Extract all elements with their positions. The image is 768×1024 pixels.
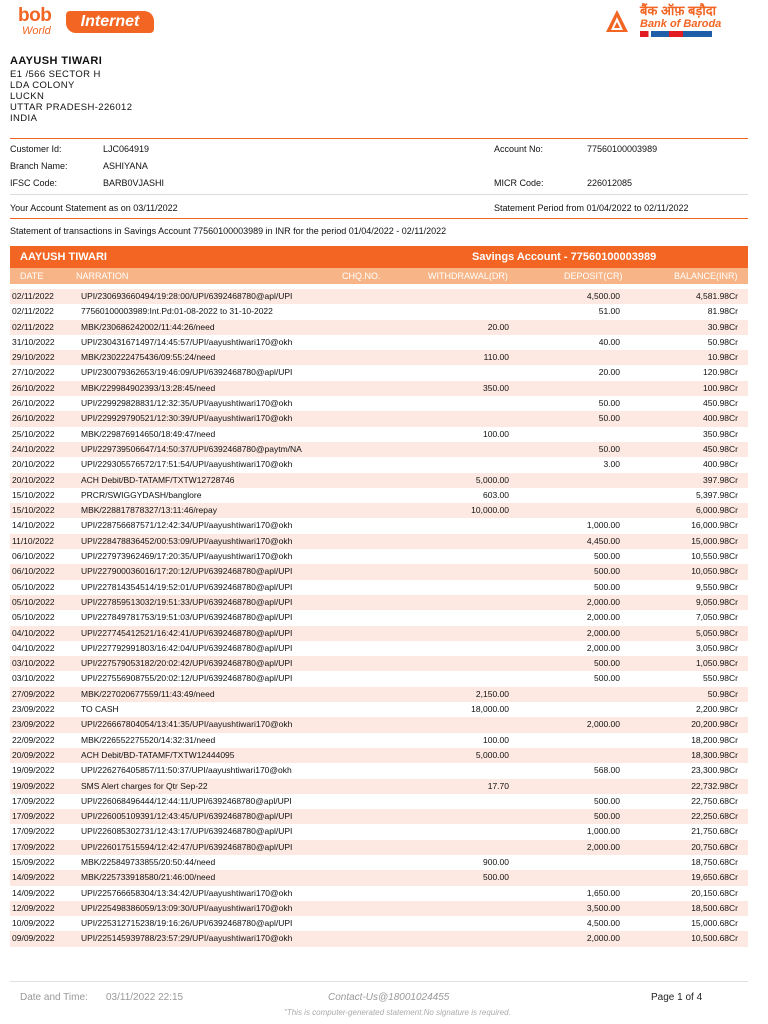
- cell-date: 25/10/2022: [12, 428, 55, 439]
- logo-hindi: बैंक ऑफ़ बड़ौदा: [640, 3, 716, 18]
- cell-balance: 2,200.98Cr: [695, 704, 738, 715]
- table-row: [10, 717, 748, 732]
- cell-narration: UPI/225312715238/19:16:26/UPI/6392468780@apl/UPI: [81, 918, 293, 929]
- table-row: [10, 916, 748, 931]
- cell-date: 05/10/2022: [12, 596, 55, 607]
- cell-balance: 397.98Cr: [703, 474, 738, 485]
- table-row: [10, 320, 748, 335]
- branch-label: Branch Name:: [10, 161, 68, 171]
- cell-narration: UPI/225145939788/23:57:29/UPI/aayushtiwari170@okh: [81, 933, 293, 944]
- cell-date: 05/10/2022: [12, 581, 55, 592]
- statement-description: Statement of transactions in Savings Account 77560100003989 in INR for the period 01/04/2022 - 02/11/2022: [10, 226, 447, 236]
- cell-narration: MBK/227020677559/11:43:49/need: [81, 688, 215, 699]
- statement-asof: Your Account Statement as on 03/11/2022: [10, 203, 178, 213]
- cell-balance: 10.98Cr: [707, 352, 738, 363]
- cell-narration: MBK/230686242002/11:44:26/need: [81, 321, 215, 332]
- cell-narration: ACH Debit/BD-TATAMF/TXTW12444095: [81, 749, 235, 760]
- cell-balance: 100.98Cr: [703, 382, 738, 393]
- table-row: [10, 534, 748, 549]
- cell-narration: UPI/226667804054/13:41:35/UPI/aayushtiwari170@okh: [81, 719, 293, 730]
- cell-date: 27/10/2022: [12, 367, 55, 378]
- cell-balance: 20,750.68Cr: [691, 841, 738, 852]
- cell-date: 26/10/2022: [12, 413, 55, 424]
- cell-narration: UPI/229305576572/17:51:54/UPI/aayushtiwari170@okh: [81, 459, 293, 470]
- cell-date: 12/09/2022: [12, 902, 55, 913]
- cell-narration: UPI/226276405857/11:50:37/UPI/aayushtiwari170@okh: [81, 765, 292, 776]
- cell-balance: 9,050.98Cr: [695, 596, 738, 607]
- address-line: LDA COLONY: [10, 80, 75, 91]
- cell-balance: 5,050.98Cr: [695, 627, 738, 638]
- cell-date: 27/09/2022: [12, 688, 55, 699]
- cell-deposit: 20.00: [598, 367, 620, 378]
- cell-narration: TO CASH: [81, 704, 119, 715]
- cell-date: 14/10/2022: [12, 520, 55, 531]
- customer-name: AAYUSH TIWARI: [10, 55, 103, 67]
- table-row: [10, 564, 748, 579]
- cell-balance: 50.98Cr: [707, 336, 738, 347]
- cell-balance: 10,550.98Cr: [691, 551, 738, 562]
- cell-date: 22/09/2022: [12, 734, 55, 745]
- col-balance-header: BALANCE(INR): [674, 271, 738, 281]
- cell-date: 24/10/2022: [12, 443, 55, 454]
- table-row: [10, 549, 748, 564]
- table-row: [10, 610, 748, 625]
- cell-withdrawal: 350.00: [483, 382, 509, 393]
- cell-narration: UPI/228756687571/12:42:34/UPI/aayushtiwari170@okh: [81, 520, 293, 531]
- table-row: [10, 931, 748, 946]
- cell-narration: SMS Alert charges for Qtr Sep-22: [81, 780, 208, 791]
- account-no-label: Account No:: [494, 144, 544, 154]
- table-row: [10, 687, 748, 702]
- cell-balance: 9,550.98Cr: [695, 581, 738, 592]
- cell-narration: MBK/229984902393/13:28:45/need: [81, 382, 216, 393]
- table-row: [10, 870, 748, 885]
- cell-narration: UPI/227579053182/20:02:42/UPI/6392468780@apl/UPI: [81, 658, 293, 669]
- footer-datetime: 03/11/2022 22:15: [106, 992, 184, 1003]
- branch-value: ASHIYANA: [103, 161, 148, 171]
- cell-withdrawal: 2,150.00: [475, 688, 509, 699]
- cell-deposit: 500.00: [594, 795, 620, 806]
- table-row: [10, 901, 748, 916]
- cell-narration: UPI/228478836452/00:53:09/UPI/aayushtiwari170@okh: [81, 535, 293, 546]
- micr-label: MICR Code:: [494, 178, 544, 188]
- cell-balance: 350.98Cr: [703, 428, 738, 439]
- table-header: [10, 268, 748, 284]
- cell-balance: 5,397.98Cr: [695, 489, 738, 500]
- cell-narration: UPI/227792991803/16:42:04/UPI/6392468780@apl/UPI: [81, 642, 293, 653]
- cell-deposit: 50.00: [598, 398, 620, 409]
- table-row: [10, 442, 748, 457]
- table-row: [10, 289, 748, 304]
- cell-deposit: 4,450.00: [586, 535, 620, 546]
- cell-withdrawal: 500.00: [483, 872, 509, 883]
- cell-withdrawal: 5,000.00: [475, 474, 509, 485]
- address-line: E1 /566 SECTOR H: [10, 69, 101, 80]
- cell-withdrawal: 100.00: [483, 734, 509, 745]
- cell-date: 20/10/2022: [12, 474, 55, 485]
- col-narration-header: NARRATION: [76, 271, 129, 281]
- cell-withdrawal: 17.70: [487, 780, 509, 791]
- cell-withdrawal: 100.00: [483, 428, 509, 439]
- cell-date: 03/10/2022: [12, 658, 55, 669]
- cell-date: 06/10/2022: [12, 551, 55, 562]
- cell-deposit: 4,500.00: [586, 918, 620, 929]
- cell-narration: UPI/226017515594/12:42:47/UPI/6392468780@apl/UPI: [81, 841, 293, 852]
- table-row: [10, 840, 748, 855]
- baroda-sun-icon: [602, 6, 632, 36]
- band-customer-name: AAYUSH TIWARI: [20, 251, 107, 263]
- statement-period: Statement Period from 01/04/2022 to 02/11/2022: [494, 203, 689, 213]
- cell-balance: 20,150.68Cr: [691, 887, 738, 898]
- col-date-header: DATE: [20, 271, 44, 281]
- band-account: Savings Account - 77560100003989: [472, 251, 657, 263]
- cell-deposit: 2,000.00: [586, 841, 620, 852]
- cell-narration: UPI/227814354514/19:52:01/UPI/6392468780@apl/UPI: [81, 581, 293, 592]
- table-row: [10, 580, 748, 595]
- cell-narration: MBK/229876914650/18:49:47/need: [81, 428, 216, 439]
- cell-narration: UPI/229929790521/12:30:39/UPI/aayushtiwari170@okh: [81, 413, 293, 424]
- cell-deposit: 500.00: [594, 581, 620, 592]
- cell-deposit: 500.00: [594, 658, 620, 669]
- customer-id-label: Customer Id:: [10, 144, 62, 154]
- cell-balance: 22,750.68Cr: [691, 795, 738, 806]
- cell-balance: 10,050.98Cr: [691, 566, 738, 577]
- table-row: [10, 473, 748, 488]
- cell-narration: UPI/227859513032/19:51:33/UPI/6392468780@apl/UPI: [81, 596, 293, 607]
- cell-narration: UPI/230431671497/14:45:57/UPI/aayushtiwari170@okh: [81, 336, 293, 347]
- cell-balance: 120.98Cr: [703, 367, 738, 378]
- table-row: [10, 779, 748, 794]
- table-row: [10, 304, 748, 319]
- footer-datetime-label: Date and Time:: [20, 992, 88, 1003]
- cell-balance: 50.98Cr: [707, 688, 738, 699]
- cell-date: 31/10/2022: [12, 336, 55, 347]
- cell-deposit: 500.00: [594, 551, 620, 562]
- cell-date: 23/09/2022: [12, 719, 55, 730]
- cell-narration: UPI/230079362653/19:46:09/UPI/6392468780@apl/UPI: [81, 367, 293, 378]
- cell-withdrawal: 10,000.00: [471, 505, 509, 516]
- cell-date: 05/10/2022: [12, 612, 55, 623]
- cell-date: 17/09/2022: [12, 811, 55, 822]
- cell-deposit: 50.00: [598, 443, 620, 454]
- divider: [10, 138, 748, 139]
- cell-balance: 400.98Cr: [703, 413, 738, 424]
- col-withdrawal-header: WITHDRAWAL(DR): [428, 271, 508, 281]
- cell-balance: 21,750.68Cr: [691, 826, 738, 837]
- table-row: [10, 886, 748, 901]
- cell-date: 11/10/2022: [12, 535, 54, 546]
- cell-balance: 15,000.98Cr: [691, 535, 738, 546]
- logo-english: Bank of Baroda: [640, 18, 722, 30]
- table-row: [10, 809, 748, 824]
- cell-date: 09/09/2022: [12, 933, 55, 944]
- table-row: [10, 748, 748, 763]
- cell-date: 03/10/2022: [12, 673, 55, 684]
- logo-flag-strip: [640, 31, 712, 37]
- cell-deposit: 3.00: [603, 459, 620, 470]
- cell-balance: 10,500.68Cr: [691, 933, 738, 944]
- divider: [10, 194, 748, 195]
- table-row: [10, 411, 748, 426]
- cell-balance: 550.98Cr: [703, 673, 738, 684]
- cell-date: 02/11/2022: [12, 291, 54, 301]
- cell-balance: 15,000.68Cr: [691, 918, 738, 929]
- cell-date: 04/10/2022: [12, 627, 55, 638]
- cell-date: 10/09/2022: [12, 918, 55, 929]
- table-row: [10, 350, 748, 365]
- divider: [10, 218, 748, 219]
- cell-narration: PRCR/SWIGGYDASH/banglore: [81, 489, 202, 500]
- ifsc-label: IFSC Code:: [10, 178, 58, 188]
- table-row: [10, 702, 748, 717]
- cell-withdrawal: 18,000.00: [471, 704, 509, 715]
- account-no-value: 77560100003989: [587, 144, 658, 154]
- cell-balance: 6,000.98Cr: [695, 505, 738, 516]
- cell-balance: 18,750.68Cr: [691, 856, 738, 867]
- cell-narration: UPI/229739506647/14:50:37/UPI/6392468780@paytm/NA: [81, 443, 302, 454]
- transactions-table: [10, 289, 748, 947]
- cell-balance: 3,050.98Cr: [695, 642, 738, 653]
- cell-balance: 20,200.98Cr: [691, 719, 738, 730]
- cell-withdrawal: 110.00: [483, 352, 509, 363]
- cell-deposit: 3,500.00: [586, 902, 620, 913]
- table-row: [10, 641, 748, 656]
- cell-balance: 22,250.68Cr: [691, 811, 738, 822]
- cell-deposit: 2,000.00: [586, 596, 620, 607]
- cell-date: 20/10/2022: [12, 459, 55, 470]
- table-row: [10, 518, 748, 533]
- table-row: [10, 335, 748, 350]
- col-deposit-header: DEPOSIT(CR): [564, 271, 623, 281]
- customer-address-block: [10, 56, 132, 124]
- cell-date: 02/11/2022: [12, 306, 54, 317]
- cell-date: 26/10/2022: [12, 382, 55, 393]
- cell-balance: 30.98Cr: [707, 321, 738, 332]
- address-line: UTTAR PRADESH-226012: [10, 102, 133, 113]
- table-row: [10, 763, 748, 778]
- cell-date: 23/09/2022: [12, 704, 55, 715]
- cell-balance: 81.98Cr: [707, 306, 738, 317]
- cell-narration: UPI/225766658304/13:34:42/UPI/aayushtiwari170@okh: [81, 887, 293, 898]
- footer-divider: [10, 981, 748, 982]
- cell-deposit: 568.00: [594, 765, 620, 776]
- cell-narration: MBK/230222475436/09:55:24/need: [81, 352, 216, 363]
- cell-narration: UPI/226005109391/12:43:45/UPI/6392468780@apl/UPI: [81, 811, 293, 822]
- logo-brand: bob: [18, 5, 52, 26]
- cell-deposit: 2,000.00: [586, 627, 620, 638]
- col-chq-header: CHQ.NO.: [342, 271, 381, 281]
- cell-date: 26/10/2022: [12, 398, 55, 409]
- cell-balance: 18,300.98Cr: [691, 749, 738, 760]
- table-row: [10, 794, 748, 809]
- cell-narration: UPI/226085302731/12:43:17/UPI/6392468780@apl/UPI: [81, 826, 293, 837]
- cell-balance: 7,050.98Cr: [695, 612, 738, 623]
- cell-deposit: 4,500.00: [586, 291, 620, 301]
- table-row: [10, 733, 748, 748]
- footer-note: "This is computer-generated statement.No signature is required.: [284, 1008, 511, 1017]
- table-row: [10, 381, 748, 396]
- cell-narration: UPI/227745412521/16:42:41/UPI/6392468780@apl/UPI: [81, 627, 293, 638]
- cell-narration: MBK/225733918580/21:46:00/need: [81, 872, 216, 883]
- cell-deposit: 50.00: [598, 413, 620, 424]
- cell-deposit: 40.00: [598, 336, 620, 347]
- cell-balance: 22,732.98Cr: [691, 780, 738, 791]
- cell-deposit: 500.00: [594, 566, 620, 577]
- cell-balance: 400.98Cr: [703, 459, 738, 470]
- logo-sub: World: [22, 25, 51, 37]
- cell-balance: 4,581.98Cr: [695, 291, 738, 301]
- cell-date: 02/11/2022: [12, 321, 54, 332]
- table-row: [10, 488, 748, 503]
- table-row: [10, 855, 748, 870]
- cell-deposit: 2,000.00: [586, 612, 620, 623]
- cell-balance: 1,050.98Cr: [695, 658, 738, 669]
- table-row: [10, 365, 748, 380]
- cell-balance: 16,000.98Cr: [691, 520, 738, 531]
- micr-value: 226012085: [587, 178, 633, 188]
- cell-narration: MBK/228817878327/13:11:46/repay: [81, 505, 217, 516]
- cell-balance: 450.98Cr: [703, 398, 738, 409]
- cell-date: 04/10/2022: [12, 642, 55, 653]
- cell-narration: UPI/227556908755/20:02:12/UPI/6392468780@apl/UPI: [81, 673, 293, 684]
- cell-deposit: 2,000.00: [586, 933, 620, 944]
- table-row: [10, 595, 748, 610]
- cell-balance: 19,650.68Cr: [691, 872, 738, 883]
- cell-narration: UPI/227900036016/17:20:12/UPI/6392468780@apl/UPI: [81, 566, 293, 577]
- cell-date: 14/09/2022: [12, 872, 55, 883]
- cell-narration: UPI/225498386059/13:09:30/UPI/aayushtiwari170@okh: [81, 902, 293, 913]
- cell-deposit: 1,000.00: [586, 520, 620, 531]
- bob-world-internet-logo: [14, 6, 154, 38]
- table-row: [10, 656, 748, 671]
- cell-date: 17/09/2022: [12, 795, 55, 806]
- table-row: [10, 396, 748, 411]
- cell-narration: ACH Debit/BD-TATAMF/TXTW12728746: [81, 474, 235, 485]
- table-row: [10, 671, 748, 686]
- cell-date: 14/09/2022: [12, 887, 55, 898]
- cell-withdrawal: 900.00: [483, 856, 509, 867]
- cell-narration: UPI/227849781753/19:51:03/UPI/6392468780@apl/UPI: [81, 612, 293, 623]
- cell-narration: MBK/226552275520/14:32:31/need: [81, 734, 216, 745]
- address-line: LUCKN: [10, 91, 45, 102]
- cell-balance: 23,300.98Cr: [691, 765, 738, 776]
- cell-withdrawal: 5,000.00: [475, 749, 509, 760]
- cell-narration: UPI/229929828831/12:32:35/UPI/aayushtiwari170@okh: [81, 398, 293, 409]
- table-row: [10, 427, 748, 442]
- cell-date: 29/10/2022: [12, 352, 55, 363]
- cell-deposit: 500.00: [594, 673, 620, 684]
- cell-narration: MBK/225849733855/20:50:44/need: [81, 856, 216, 867]
- cell-date: 19/09/2022: [12, 780, 55, 791]
- cell-narration: UPI/227973962469/17:20:35/UPI/aayushtiwari170@okh: [81, 551, 293, 562]
- cell-balance: 18,500.68Cr: [691, 902, 738, 913]
- page-indicator: Page 1 of 4: [651, 992, 703, 1003]
- table-row: [10, 503, 748, 518]
- cell-deposit: 2,000.00: [586, 719, 620, 730]
- cell-narration: UPI/226068496444/12:44:11/UPI/6392468780@apl/UPI: [81, 795, 292, 806]
- logo-product: Internet: [66, 11, 154, 33]
- address-line: INDIA: [10, 113, 38, 124]
- cell-deposit: 1,650.00: [586, 887, 620, 898]
- cell-date: 06/10/2022: [12, 566, 55, 577]
- cell-narration: 77560100003989:Int.Pd:01-08-2022 to 31-10-2022: [81, 306, 273, 317]
- table-row: [10, 824, 748, 839]
- cell-date: 15/10/2022: [12, 489, 55, 500]
- cell-withdrawal: 603.00: [483, 489, 509, 500]
- cell-date: 15/10/2022: [12, 505, 55, 516]
- contact-link[interactable]: Contact-Us@18001024455: [328, 992, 450, 1003]
- customer-id-value: LJC064919: [103, 144, 150, 154]
- ifsc-value: BARB0VJASHI: [103, 178, 165, 188]
- cell-date: 19/09/2022: [12, 765, 55, 776]
- cell-deposit: 1,000.00: [586, 826, 620, 837]
- cell-balance: 450.98Cr: [703, 443, 738, 454]
- bank-of-baroda-logo: [602, 3, 722, 40]
- cell-balance: 18,200.98Cr: [691, 734, 738, 745]
- table-row: [10, 626, 748, 641]
- cell-date: 17/09/2022: [12, 841, 55, 852]
- cell-date: 17/09/2022: [12, 826, 55, 837]
- account-band: [10, 246, 748, 268]
- cell-deposit: 51.00: [598, 306, 620, 317]
- cell-narration: UPI/230693660494/19:28:00/UPI/6392468780@apl/UPI: [81, 291, 293, 301]
- cell-withdrawal: 20.00: [487, 321, 509, 332]
- cell-deposit: 500.00: [594, 811, 620, 822]
- cell-date: 15/09/2022: [12, 856, 55, 867]
- table-row: [10, 457, 748, 472]
- cell-date: 20/09/2022: [12, 749, 55, 760]
- cell-deposit: 2,000.00: [586, 642, 620, 653]
